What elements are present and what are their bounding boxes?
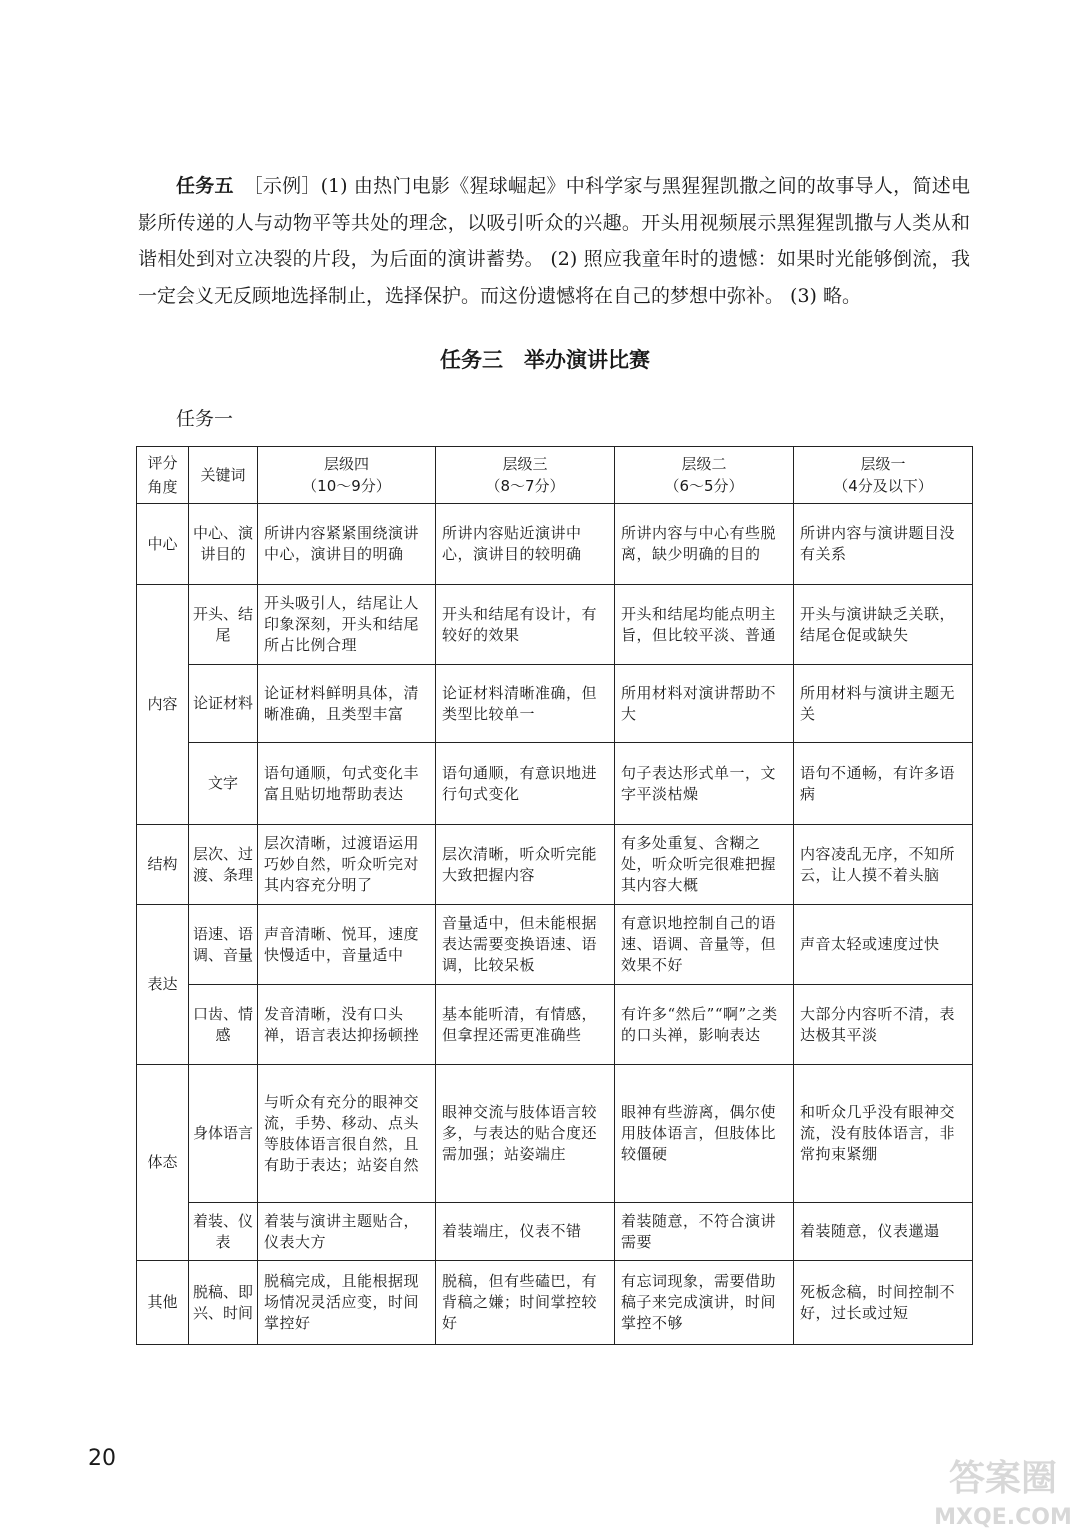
table-header-row (137, 447, 973, 504)
level-1-cell: 所用材料与演讲主题无关 (794, 665, 973, 743)
keyword-cell: 开头、结尾 (189, 585, 258, 665)
keyword-cell: 层次、过渡、条理 (189, 825, 258, 905)
category-cell: 结构 (137, 825, 189, 905)
level-4-cell: 语句通顺，句式变化丰富且贴切地帮助表达 (258, 743, 436, 825)
level-2-cell: 眼神有些游离，偶尔使用肢体语言，但肢体比较僵硬 (615, 1065, 794, 1203)
level-3-cell: 所讲内容贴近演讲中心，演讲目的较明确 (436, 504, 615, 585)
level-4-cell: 声音清晰、悦耳，速度快慢适中，音量适中 (258, 905, 436, 985)
header-keyword: 关键词 (189, 447, 258, 504)
section-title: 任务三 举办演讲比赛 (440, 348, 650, 372)
keyword-cell: 文字 (189, 743, 258, 825)
level-1-cell: 着装随意，仪表邋遢 (794, 1203, 973, 1261)
keyword-cell: 中心、演讲目的 (189, 504, 258, 585)
level-3-cell: 层次清晰，听众听完能大致把握内容 (436, 825, 615, 905)
level-2-cell: 所用材料对演讲帮助不大 (615, 665, 794, 743)
level-4-cell: 层次清晰，过渡语运用巧妙自然，听众听完对其内容充分明了 (258, 825, 436, 905)
category-cell: 表达 (137, 905, 189, 1065)
level-4-cell: 发音清晰，没有口头禅，语言表达抑扬顿挫 (258, 985, 436, 1065)
level-3-cell: 基本能听清，有情感，但拿捏还需更准确些 (436, 985, 615, 1065)
table-row (137, 504, 973, 585)
keyword-cell: 着装、仪表 (189, 1203, 258, 1261)
table-row (137, 665, 973, 743)
level-1-cell: 和听众几乎没有眼神交流，没有肢体语言，非常拘束紧绷 (794, 1065, 973, 1203)
header-level-1: 层级一 （4分及以下） (794, 447, 973, 504)
level-4-cell: 与听众有充分的眼神交流，手势、移动、点头等肢体语言很自然，且有助于表达；站姿自然 (258, 1065, 436, 1203)
category-cell: 中心 (137, 504, 189, 585)
task-subhead: 任务一 (176, 408, 234, 430)
intro-text: ［示例］(1) 由热门电影《猩球崛起》中科学家与黑猩猩凯撒之间的故事导人，简述电影所传递的人与动物平等共处的理念，以吸引听众的兴趣。开头用视频展示黑猩猩凯撒与人类从和谐相处到对立决裂的片段，为后面的演讲蓄势。 (2) 照应我童年时的遗憾：如果时光能够倒流，我一定会义无反顾地选择制止，选择保护。而这份遗憾将在自己的梦想中弥补。 (3) 略。 (138, 175, 970, 307)
level-4-cell: 脱稿完成，且能根据现场情况灵活应变，时间掌控好 (258, 1261, 436, 1345)
intro-lead: 任务五 (176, 175, 234, 197)
intro-paragraph (138, 168, 970, 314)
level-2-cell: 有许多“然后”“啊”之类的口头禅，影响表达 (615, 985, 794, 1065)
level-4-cell: 论证材料鲜明具体，清晰准确，且类型丰富 (258, 665, 436, 743)
level-3-cell: 音量适中，但未能根据表达需要变换语速、语调，比较呆板 (436, 905, 615, 985)
keyword-cell: 论证材料 (189, 665, 258, 743)
watermark-text-bottom: MXQE.COM (934, 1505, 1072, 1530)
level-1-cell: 大部分内容听不清，表达极其平淡 (794, 985, 973, 1065)
level-1-cell: 内容凌乱无序，不知所云，让人摸不着头脑 (794, 825, 973, 905)
level-4-cell: 开头吸引人，结尾让人印象深刻，开头和结尾所占比例合理 (258, 585, 436, 665)
keyword-cell: 语速、语调、音量 (189, 905, 258, 985)
level-3-cell: 语句通顺，有意识地进行句式变化 (436, 743, 615, 825)
header-level-2: 层级二 （6～5分） (615, 447, 794, 504)
table-row (137, 1203, 973, 1261)
level-1-cell: 声音太轻或速度过快 (794, 905, 973, 985)
level-2-cell: 开头和结尾均能点明主旨，但比较平淡、普通 (615, 585, 794, 665)
level-4-cell: 所讲内容紧紧围绕演讲中心，演讲目的明确 (258, 504, 436, 585)
level-3-cell: 着装端庄，仪表不错 (436, 1203, 615, 1261)
header-level-3: 层级三 （8～7分） (436, 447, 615, 504)
level-4-cell: 着装与演讲主题贴合，仪表大方 (258, 1203, 436, 1261)
level-1-cell: 语句不通畅，有许多语病 (794, 743, 973, 825)
table-row (137, 1261, 973, 1345)
level-1-cell: 所讲内容与演讲题目没有关系 (794, 504, 973, 585)
table-row (137, 905, 973, 985)
table-row (137, 743, 973, 825)
level-3-cell: 脱稿，但有些磕巴，有背稿之嫌；时间掌控较好 (436, 1261, 615, 1345)
level-2-cell: 有意识地控制自己的语速、语调、音量等，但效果不好 (615, 905, 794, 985)
table-row (137, 1065, 973, 1203)
keyword-cell: 脱稿、即兴、时间 (189, 1261, 258, 1345)
level-2-cell: 有忘词现象，需要借助稿子来完成演讲，时间掌控不够 (615, 1261, 794, 1345)
level-3-cell: 眼神交流与肢体语言较多，与表达的贴合度还需加强；站姿端庄 (436, 1065, 615, 1203)
keyword-cell: 口齿、情感 (189, 985, 258, 1065)
table-row (137, 825, 973, 905)
category-cell: 其他 (137, 1261, 189, 1345)
level-1-cell: 死板念稿，时间控制不好，过长或过短 (794, 1261, 973, 1345)
level-2-cell: 所讲内容与中心有些脱离，缺少明确的目的 (615, 504, 794, 585)
page-number: 20 (88, 1446, 116, 1471)
category-cell: 体态 (137, 1065, 189, 1261)
level-3-cell: 论证材料清晰准确，但类型比较单一 (436, 665, 615, 743)
level-2-cell: 有多处重复、含糊之处，听众听完很难把握其内容大概 (615, 825, 794, 905)
keyword-cell: 身体语言 (189, 1065, 258, 1203)
level-2-cell: 着装随意，不符合演讲需要 (615, 1203, 794, 1261)
level-2-cell: 句子表达形式单一，文字平淡枯燥 (615, 743, 794, 825)
header-angle: 评分 角度 (137, 447, 189, 504)
table-row (137, 585, 973, 665)
level-1-cell: 开头与演讲缺乏关联，结尾仓促或缺失 (794, 585, 973, 665)
header-level-4: 层级四 （10～9分） (258, 447, 436, 504)
category-cell: 内容 (137, 585, 189, 825)
scoring-rubric-table (136, 446, 973, 1345)
table-row (137, 985, 973, 1065)
watermark-text-top: 答案圈 (948, 1458, 1058, 1499)
watermark-logo (928, 1452, 1078, 1532)
level-3-cell: 开头和结尾有设计，有较好的效果 (436, 585, 615, 665)
